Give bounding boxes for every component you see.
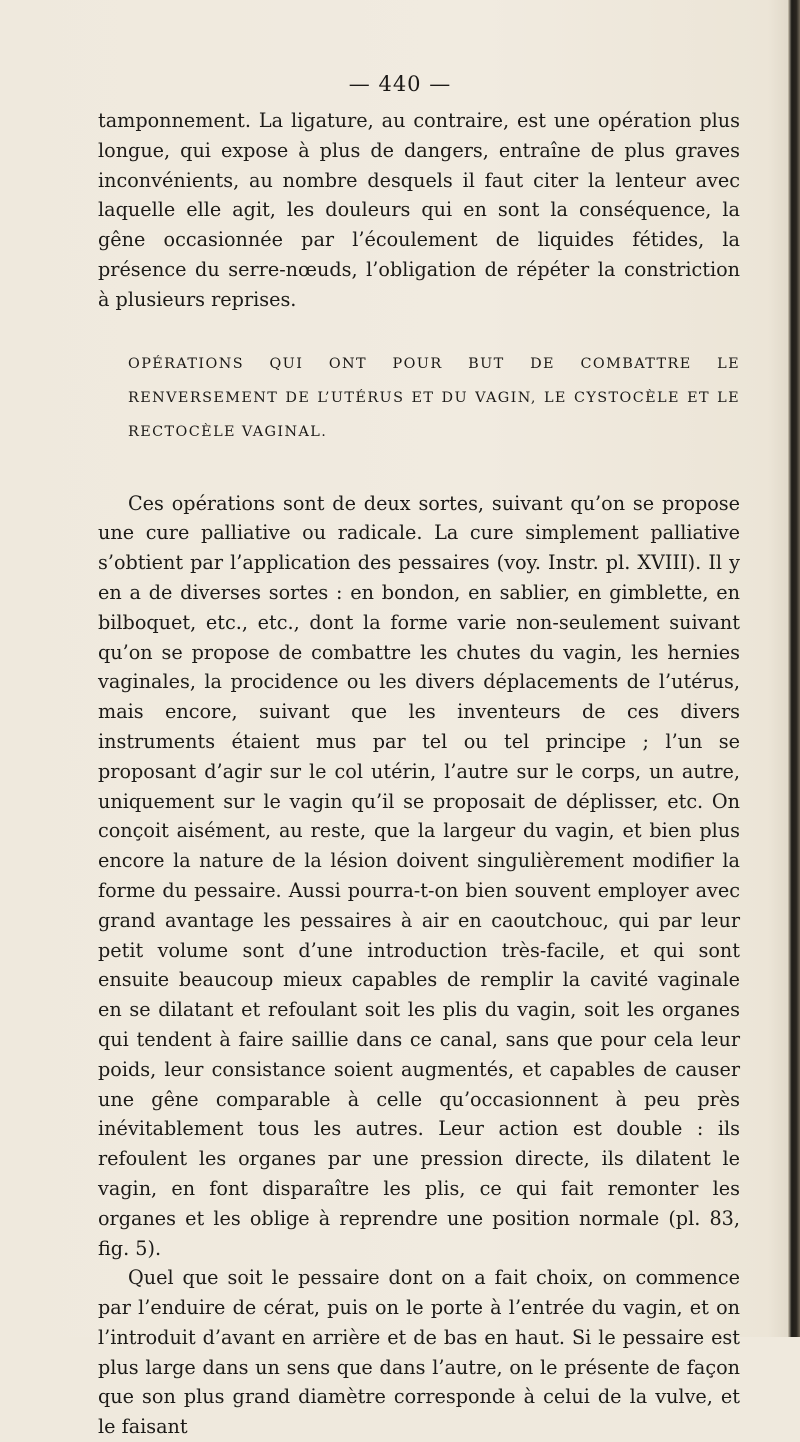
paragraph-pessaires: Ces opérations sont de deux sortes, suivant qu’on se propose une cure palliative ou radicale. La cure simplement palliative s’obtient par l’application des pessaires (voy. Instr. pl. XVIII). Il y en a de diverses sortes : en bondon, en sablier, en gimblette, en bilboquet, etc., etc., dont la forme varie non-seulement suivant qu’on se propose de combattre les chutes du vagin, les hernies vaginales, la procidence ou les divers déplacements de l’utérus, mais encore, suivant que les inventeurs de ces divers instruments étaient mus par tel ou tel principe ; l’un se proposant d’agir sur le col utérin, l’autre sur le corps, un autre, uniquement sur le vagin qu’il se proposait de déplisser, etc. On conçoit aisément, au reste, que la largeur du vagin, et bien plus encore la nature de la lésion doivent singulièrement modifier la forme du pessaire. Aussi pourra-t-on bien souvent employer avec grand avantage les pessaires à air en caoutchouc, qui par leur petit volume sont d’une introduction très-facile, et qui sont ensuite beaucoup mieux capables de remplir la cavité vaginale en se dilatant et refoulant soit les plis du vagin, soit les organes qui tendent à faire saillie dans ce canal, sans que pour cela leur poids, leur consistance soient augmentés, et capables de causer une gêne comparable à celle qu’occasionnent à peu près inévitablement tous les autres. Leur action est double : ils refoulent les organes par une pression directe, ils dilatent le vagin, en font disparaître les plis, ce qui fait remonter les organes et les oblige à reprendre une position normale (pl. 83, fig. 5). — [98, 491, 740, 1260]
section-heading: OPÉRATIONS QUI ONT POUR BUT DE COMBATTRE LE RENVERSEMENT DE L’UTÉRUS ET DU VAGIN, LE CYSTOCÈLE ET LE RECTOCÈLE VAGINAL. — [128, 355, 740, 440]
paragraph-introduction: Quel que soit le pessaire dont on a fait choix, on commence par l’enduire de cérat, puis on le porte à l’entrée du vagin, et on l’introduit d’avant en arrière et de bas en haut. Si le pessaire est plus large dans un sens que dans l’autre, on le présente de façon que son plus grand diamètre corresponde à celui de la vulve, et le faisant — [98, 1266, 740, 1439]
page-body — [98, 106, 740, 1442]
page-number: — 440 — — [348, 72, 452, 96]
book-spine-shadow — [788, 0, 800, 1337]
paragraph-ligature: tamponnement. La ligature, au contraire, est une opération plus longue, qui expose à plus de dangers, entraîne de plus graves inconvénients, au nombre desquels il faut citer la lenteur avec laquelle elle agit, les douleurs qui en sont la conséquence, la gêne occasionnée par l’écoulement de liquides fétides, la présence du serre-nœuds, l’obligation de répéter la constriction à plusieurs reprises. — [98, 109, 740, 311]
